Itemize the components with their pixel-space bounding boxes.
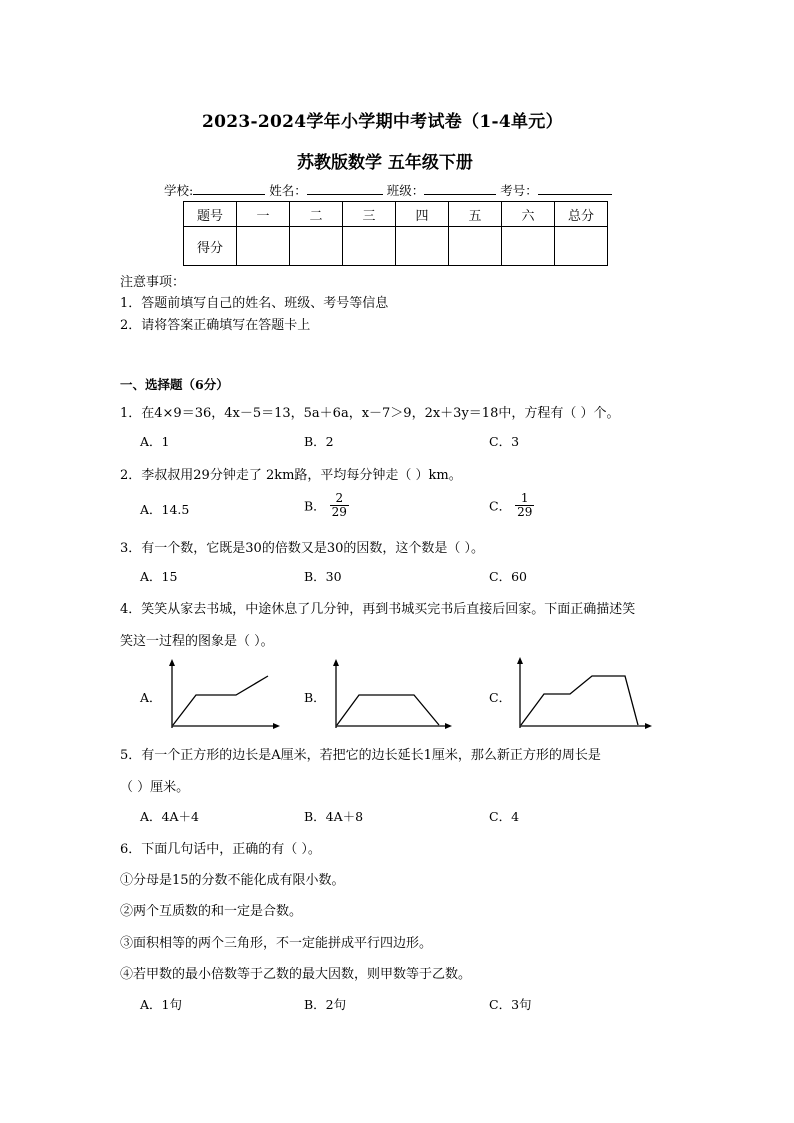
exam-title: 2023-2024学年小学期中考试卷（1-4单元） — [202, 112, 563, 132]
q2-option-a[interactable]: A．14.5 — [140, 502, 190, 517]
fraction-numerator: 2 — [330, 492, 349, 506]
score-cell[interactable] — [502, 227, 555, 266]
score-cell[interactable] — [396, 227, 449, 266]
q5-option-c[interactable]: C．4 — [489, 809, 520, 824]
score-cell[interactable] — [237, 227, 290, 266]
q1-option-a[interactable]: A．1 — [140, 434, 170, 449]
student-info-line — [164, 181, 612, 199]
question-4-line-2: 笑这一过程的图象是（ ）。 — [120, 634, 274, 649]
q6-statement: ①分母是15的分数不能化成有限小数。 — [120, 873, 345, 888]
question-5-line-1: 5．有一个正方形的边长是A厘米，若把它的边长延长1厘米，那么新正方形的周长是 — [120, 748, 601, 763]
exam-no-label: 考号： — [500, 183, 538, 198]
score-header-cell: 一 — [237, 202, 290, 227]
note-item: 2．请将答案正确填写在答题卡上 — [120, 318, 311, 333]
q6-option-b[interactable]: B．2句 — [304, 997, 347, 1012]
score-cell[interactable] — [449, 227, 502, 266]
q4-option-c[interactable]: C． — [489, 690, 512, 705]
q5-option-b[interactable]: B．4A＋8 — [304, 809, 364, 824]
q2-option-b-label: B． — [304, 498, 326, 514]
score-row-label: 得分 — [184, 227, 237, 266]
score-header-cell: 六 — [502, 202, 555, 227]
score-cell[interactable] — [555, 227, 608, 266]
note-item: 1．答题前填写自己的姓名、班级、考号等信息 — [120, 296, 389, 311]
question-5-line-2: （ ）厘米。 — [120, 780, 190, 795]
q3-option-b[interactable]: B．30 — [304, 569, 342, 584]
question-3: 3．有一个数，它既是30的倍数又是30的因数，这个数是（ ）。 — [120, 541, 484, 556]
class-field[interactable] — [424, 182, 496, 195]
score-header-cell: 三 — [343, 202, 396, 227]
q2-option-b[interactable] — [304, 492, 349, 519]
score-cell[interactable] — [343, 227, 396, 266]
score-header-cell: 二 — [290, 202, 343, 227]
q1-option-b[interactable]: B．2 — [304, 434, 334, 449]
score-header-cell: 总分 — [555, 202, 608, 227]
name-field[interactable] — [307, 182, 383, 195]
score-header-cell: 题号 — [184, 202, 237, 227]
fraction-denominator: 29 — [331, 505, 347, 519]
question-4-line-1: 4．笑笑从家去书城，中途休息了几分钟，再到书城买完书后直接后回家。下面正确描述笑 — [120, 602, 636, 617]
class-label: 班级： — [386, 183, 425, 198]
question-6: 6．下面几句话中，正确的有（ ）。 — [120, 842, 321, 857]
q4-option-b[interactable]: B． — [304, 690, 326, 705]
q4-graph-c[interactable] — [508, 656, 652, 732]
q5-option-a[interactable]: A．4A＋4 — [140, 809, 199, 824]
q1-option-c[interactable]: C．3 — [489, 434, 520, 449]
exam-subtitle: 苏教版数学 五年级下册 — [297, 153, 473, 173]
q6-option-a[interactable]: A．1句 — [140, 997, 182, 1012]
q6-statement: ④若甲数的最小倍数等于乙数的最大因数，则甲数等于乙数。 — [120, 967, 472, 982]
notes-title: 注意事项： — [120, 275, 186, 290]
score-cell[interactable] — [290, 227, 343, 266]
score-table — [183, 201, 608, 266]
q6-statement: ②两个互质数的和一定是合数。 — [120, 904, 303, 919]
q4-graph-b[interactable] — [322, 658, 452, 732]
score-header-cell: 五 — [449, 202, 502, 227]
school-field[interactable] — [193, 182, 265, 195]
score-header-cell: 四 — [396, 202, 449, 227]
q2-option-b-fraction — [330, 492, 349, 519]
q3-option-c[interactable]: C．60 — [489, 569, 527, 584]
question-1: 1．在4×9＝36，4x－5＝13，5a＋6a，x－7＞9，2x＋3y＝18中，方程有（ ）个。 — [120, 406, 620, 421]
q4-graph-a[interactable] — [160, 658, 280, 732]
q2-option-c-fraction — [515, 492, 534, 519]
school-label: 学校: — [164, 183, 194, 198]
q2-option-c[interactable] — [489, 492, 534, 519]
q4-option-a[interactable]: A． — [140, 690, 162, 705]
fraction-numerator: 1 — [515, 492, 534, 506]
exam-no-field[interactable] — [538, 182, 612, 195]
name-label: 姓名： — [269, 183, 307, 198]
section-title: 一、选择题（6分） — [120, 377, 229, 392]
q2-option-c-label: C． — [489, 498, 512, 514]
q6-statement: ③面积相等的两个三角形，不一定能拼成平行四边形。 — [120, 936, 433, 951]
question-2: 2．李叔叔用29分钟走了 2km路，平均每分钟走（ ）km。 — [120, 468, 462, 483]
q6-option-c[interactable]: C．3句 — [489, 997, 532, 1012]
fraction-denominator: 29 — [517, 505, 533, 519]
q3-option-a[interactable]: A．15 — [140, 569, 178, 584]
